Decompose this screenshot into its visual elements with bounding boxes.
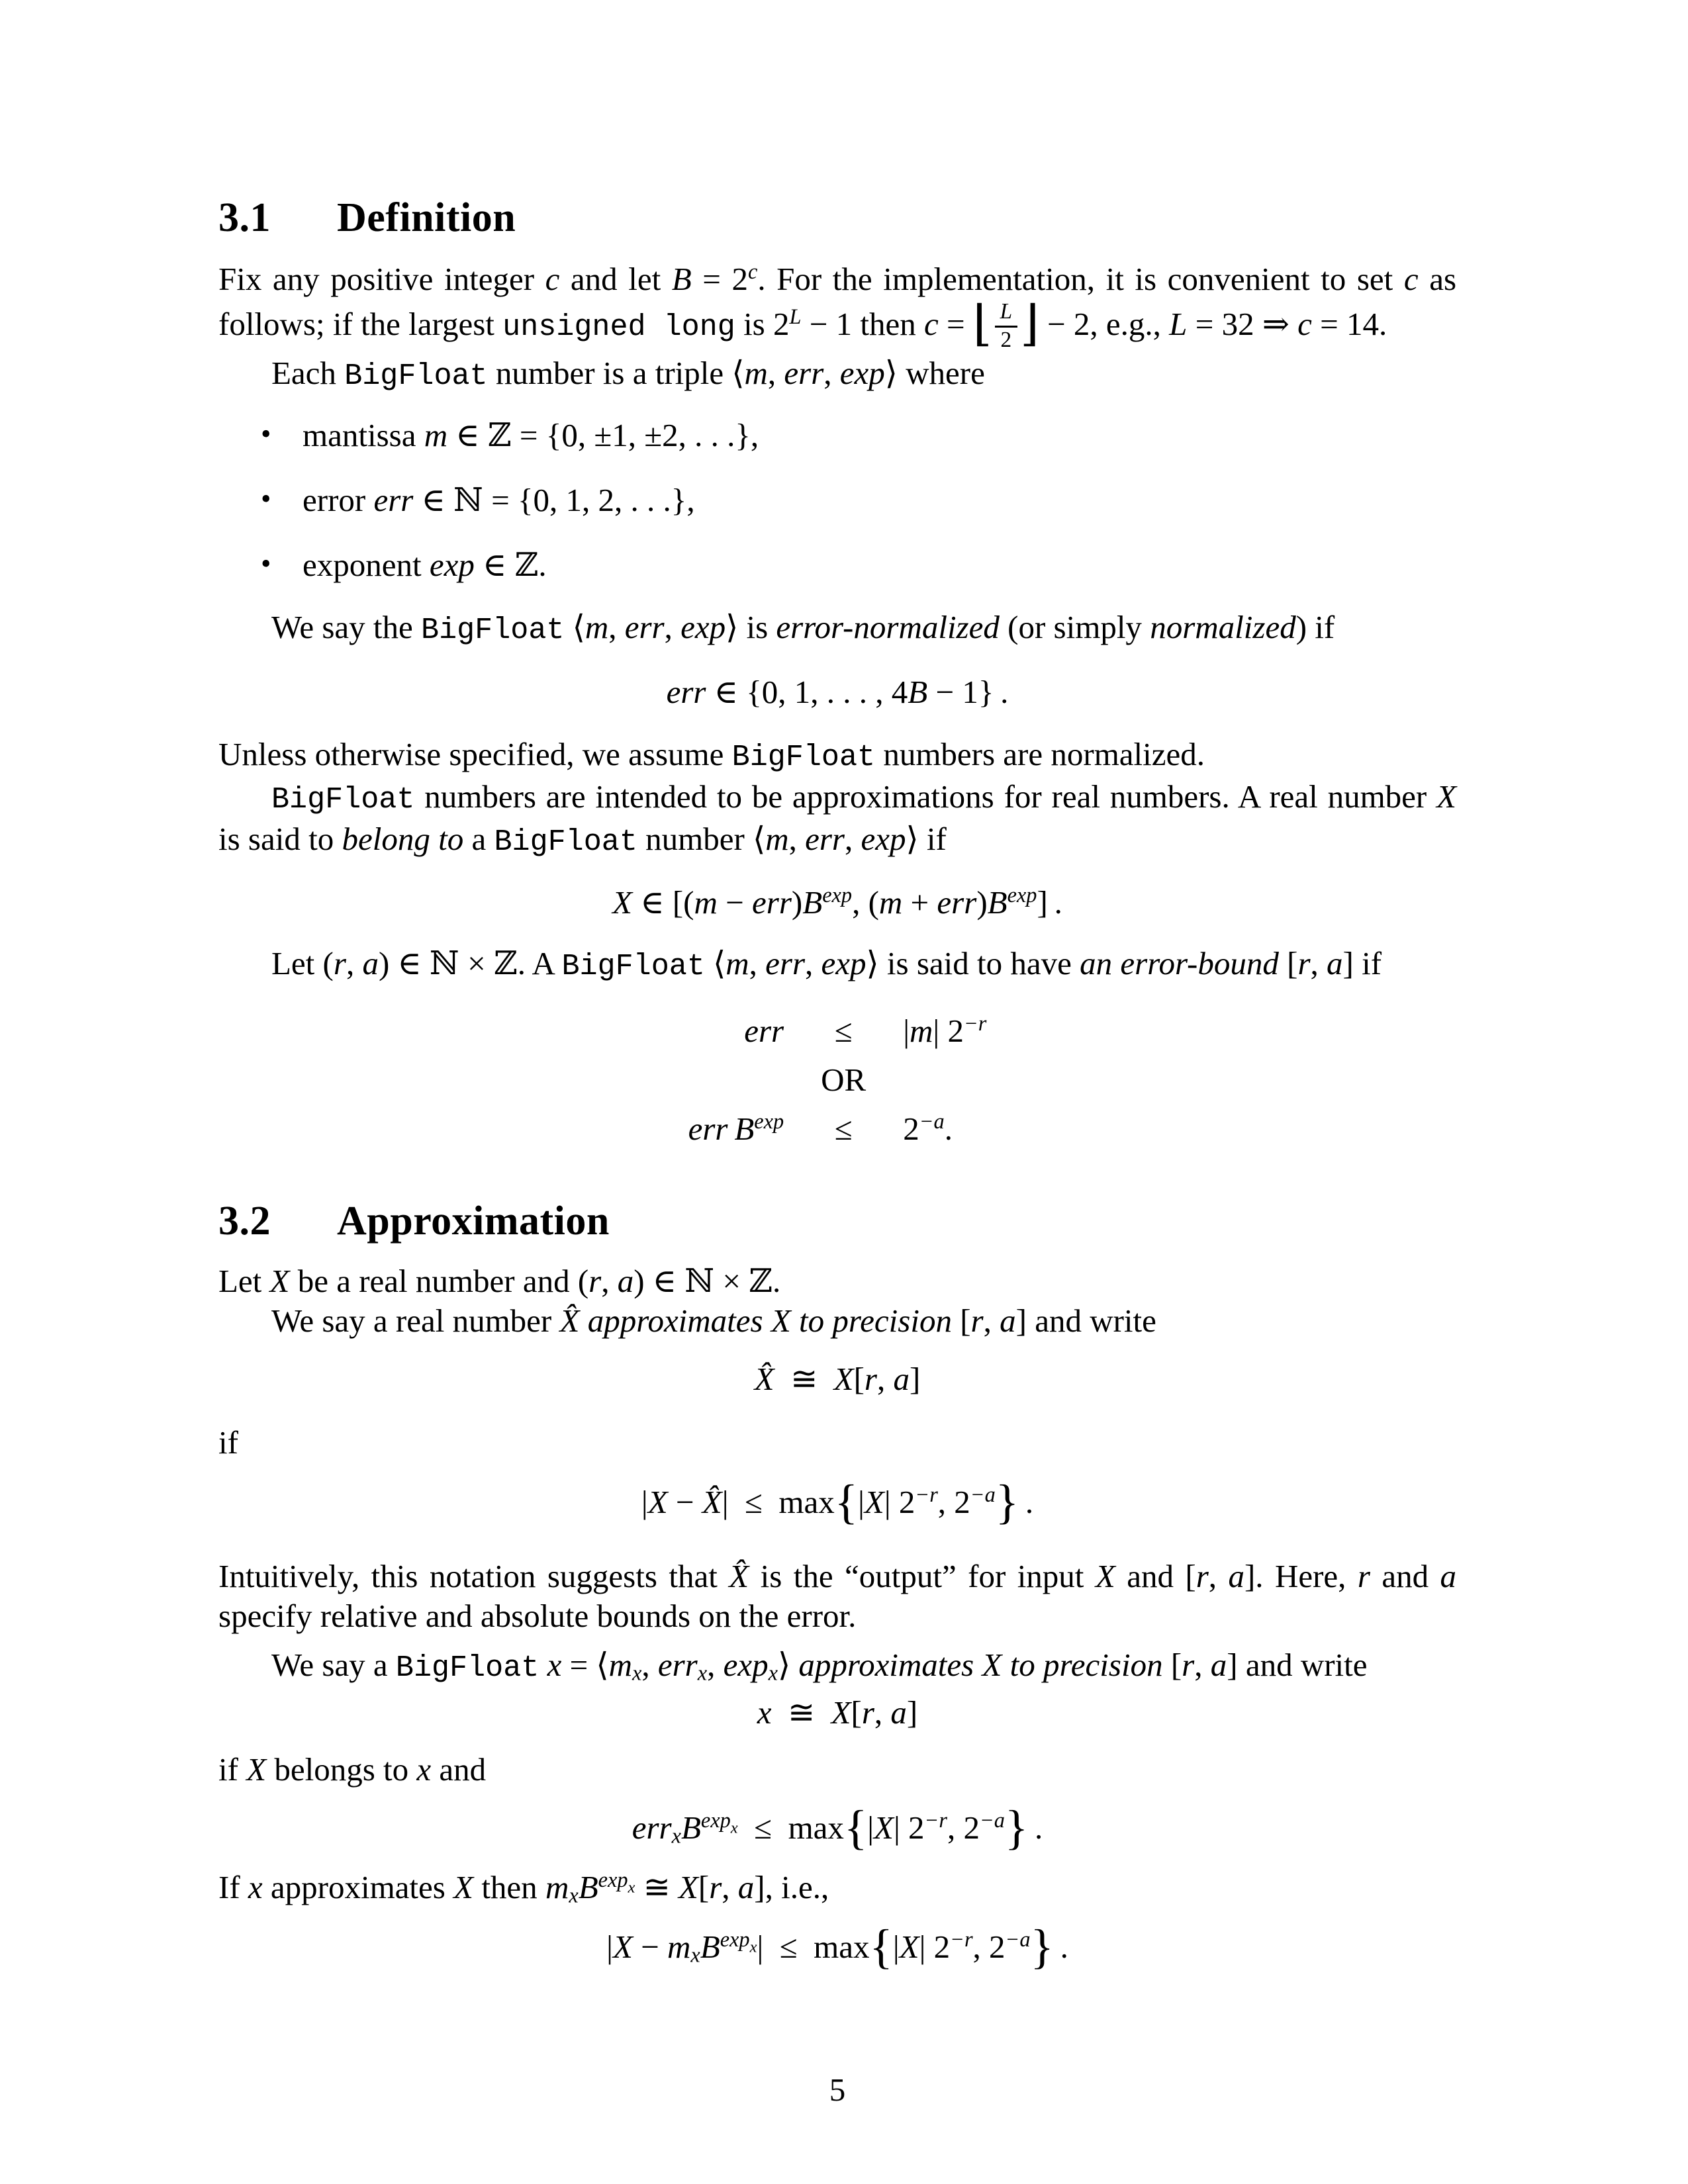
paragraph-bigfloat-approximates: We say a BigFloat x = ⟨mx, errx, expx⟩ approximates X to precision [r, a] and write	[271, 1646, 1368, 1685]
equation-error-bound-cases	[218, 1011, 1456, 1149]
bullet-text: mantissa m ∈ ℤ = {0, ±1, ±2, . . .},	[303, 416, 759, 453]
equation-rhs: |m| $2^{-r}$	[903, 1011, 987, 1049]
bullet-icon: •	[261, 547, 271, 580]
equation-mantissa-approx-bound: |X − mxB$^{exp}$x| ≤ max{|X| $2^{-r}$, $2^{-a}$} .	[606, 1919, 1068, 1973]
paragraph-bigfloat-triple: Each BigFloat number is a triple ⟨m, err, exp⟩ where	[271, 354, 985, 393]
paragraph-error-normalized: We say the BigFloat ⟨m, err, exp⟩ is error-normalized (or simply normalized) if	[271, 608, 1335, 647]
equation-rhs: $2^{-a}$.	[903, 1109, 953, 1147]
paragraph-fix-integer: Fix any positive integer c and let $B = 2^c$. For the implementation, it is convenient to set c as follows; if the largest unsigned long is $2^L - 1$ then c = ⌊ $\frac{L}{2}$ ⌋ − 2, e.g., L = 32 ⇒ c = 14.	[218, 259, 1457, 353]
section-number: 3.2	[218, 1198, 271, 1244]
page-number: 5	[829, 2071, 846, 2108]
equation-errx-bound: errxB$^{exp}$x ≤ max{|X| $2^{-r}$, $2^{-a}$} .	[632, 1799, 1043, 1854]
bullet-item-error	[218, 480, 1456, 520]
paragraph-belong-to: BigFloat numbers are intended to be approximations for real numbers. A real number X is said to belong to a BigFloat number ⟨m, err, exp⟩ if	[218, 778, 1456, 859]
paragraph-if-x-approximates: If x approximates X then mxB$^{exp}$x ≅ X[r, a], i.e.,	[218, 1867, 829, 1907]
equation-lhs: err $B^{exp}$	[688, 1109, 784, 1147]
equation-belong-interval: X ∈ [$(m - err)B^{exp}$, $(m + err)B^{exp}$] .	[612, 882, 1062, 921]
paragraph-if: if	[218, 1424, 238, 1461]
section-heading-approximation	[218, 1197, 1456, 1246]
section-number: 3.1	[218, 195, 271, 240]
equation-abs-error-bound: |X − X̂| ≤ max{|X| $2^{-r}$, $2^{-a}$} .	[641, 1474, 1034, 1528]
or-connector: OR	[821, 1061, 867, 1098]
section-title: Approximation	[337, 1198, 610, 1244]
relation-leq: ≤	[834, 1012, 853, 1049]
bullet-icon: •	[261, 482, 271, 515]
equation-xhat-approx: X̂ ≅ X[r, a]	[754, 1360, 921, 1397]
bullet-text: exponent exp ∈ ℤ.	[303, 546, 547, 583]
bullet-list-triple-components	[218, 416, 1456, 585]
paragraph-intuitively: Intuitively, this notation suggests that X̂ is the “output” for input X and [r, a]. Here, r and a specify relative and absolute bounds on the error.	[218, 1557, 1457, 1634]
equation-lhs: err	[744, 1012, 784, 1049]
relation-leq: ≤	[834, 1110, 853, 1147]
bullet-icon: •	[261, 417, 271, 450]
section-title: Definition	[337, 195, 516, 240]
equation-x-approx: x ≅ X[r, a]	[757, 1694, 918, 1731]
equation-err-range: err ∈ {0, 1, . . . , 4B − 1} .	[666, 673, 1009, 710]
paragraph-let-x-real: Let X be a real number and (r, a) ∈ ℕ × ℤ.	[218, 1262, 781, 1299]
bullet-item-mantissa	[218, 416, 1456, 455]
paragraph-approximates-precision: We say a real number X̂ approximates X to precision [r, a] and write	[271, 1302, 1156, 1339]
paragraph-error-bound: Let (r, a) ∈ ℕ × ℤ. A BigFloat ⟨m, err, exp⟩ is said to have an error-bound [r, a] if	[271, 944, 1382, 983]
bullet-text: error err ∈ ℕ = {0, 1, 2, . . .},	[303, 481, 695, 518]
page-content	[218, 193, 1457, 1973]
bullet-item-exponent	[218, 545, 1456, 585]
section-heading-definition	[218, 193, 1456, 242]
paragraph-if-x-belongs: if X belongs to x and	[218, 1751, 487, 1788]
paragraph-unless-otherwise: Unless otherwise specified, we assume BigFloat numbers are normalized.	[218, 735, 1205, 774]
